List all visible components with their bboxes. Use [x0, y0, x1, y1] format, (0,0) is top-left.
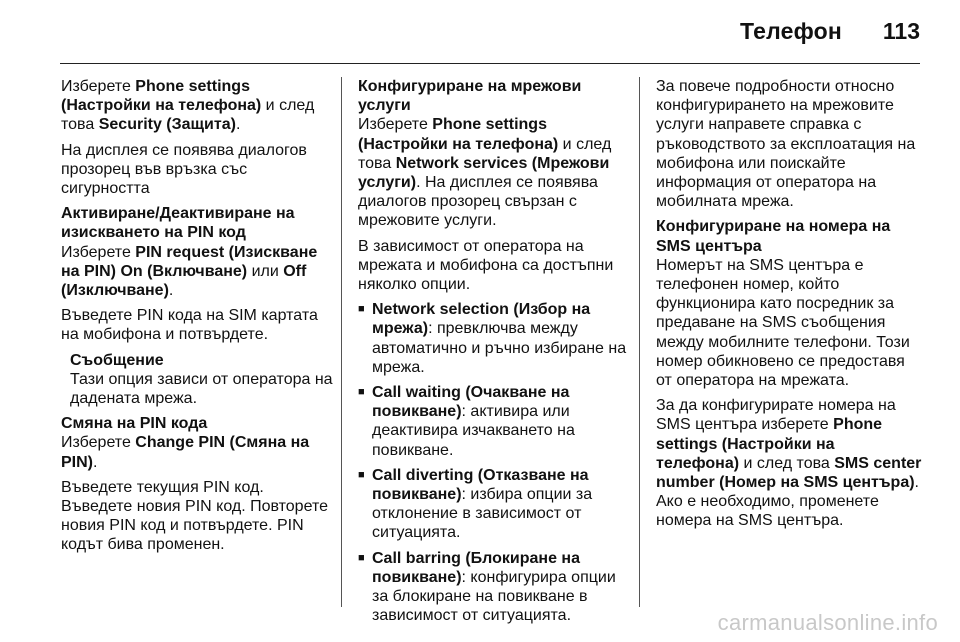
bullet-item: ■ Call diverting (Отказване на повикване): избира опции за отклонение в зависимост от ситуацията. — [358, 466, 630, 543]
column-divider — [639, 77, 640, 607]
bullet-item: ■ Call barring (Блокиране на повикване): конфигурира опции за блокиране на повикване в зависимост от ситуацията. — [358, 549, 630, 626]
watermark: carmanualsonline.info — [717, 610, 938, 635]
column-1 — [61, 77, 335, 561]
column-divider — [341, 77, 342, 607]
paragraph: На дисплея се появява диалогов прозорец във връзка със сигурността — [61, 141, 307, 198]
section-heading: Конфигуриране на мрежови услуги — [358, 78, 582, 115]
paragraph: Въведете текущия PIN код. Въведете новия PIN код. Повторете новия PIN код и потвърдете. PIN кодът бива променен. — [61, 478, 328, 554]
column-2 — [358, 77, 630, 631]
section-heading: Конфигуриране на номера на SMS центъра — [656, 218, 891, 255]
paragraph: Изберете Change PIN (Смяна на PIN). — [61, 434, 310, 471]
paragraph: Изберете Phone settings (Настройки на телефона) и след това Security (Защита). — [61, 78, 315, 134]
bullet-item: ■ Call waiting (Очакване на повикване): активира или деактивира изчакването на повикване. — [358, 383, 630, 460]
section-heading: Смяна на PIN кода — [61, 415, 208, 433]
paragraph: Номерът на SMS центъра е телефонен номер, който функционира като посредник за предаване на SMS съобщения между мобилните телефони. Този номер обикновено се предоставя от оператора на мрежата. — [656, 256, 910, 390]
header-rule — [60, 63, 920, 64]
page-number: 113 — [882, 18, 920, 44]
note-title: Съобщение — [70, 351, 164, 369]
paragraph: Изберете PIN request (Изискване на PIN) On (Включване) или Off (Изключване). — [61, 243, 318, 300]
note-text: Тази опция зависи от оператора на дадената мрежа. — [70, 370, 333, 408]
paragraph: Въведете PIN кода на SIM картата на мобифона и потвърдете. — [61, 307, 318, 344]
paragraph: За повече подробности относно конфигурирането на мрежовите услуги направете справка с ръководството за експлоатация на мобифона или поискайте информация от оператора на мобилната мрежа. — [656, 78, 916, 211]
paragraph: В зависимост от оператора на мрежата и мобифона са достъпни няколко опции. — [358, 237, 614, 294]
note-box — [61, 351, 335, 409]
page-title: Телефон — [740, 18, 842, 44]
paragraph: За да конфигурирате номера на SMS центъра изберете Phone settings (Настройки на телефона) и след това SMS center number (Номер на SMS центъра). Ако е необходимо, променете номера на SMS центъра. — [656, 397, 922, 530]
paragraph: Изберете Phone settings (Настройки на телефона) и след това Network services (Мрежови услуги). На дисплея се появява диалогов прозорец свързан с мрежовите услуги. — [358, 116, 612, 230]
bullet-item: ■ Network selection (Избор на мрежа): превключва между автоматично и ръчно избиране на мрежа. — [358, 300, 630, 377]
section-heading: Активиране/Деактивиране на изискването на PIN код — [61, 205, 295, 242]
column-3 — [656, 77, 922, 537]
